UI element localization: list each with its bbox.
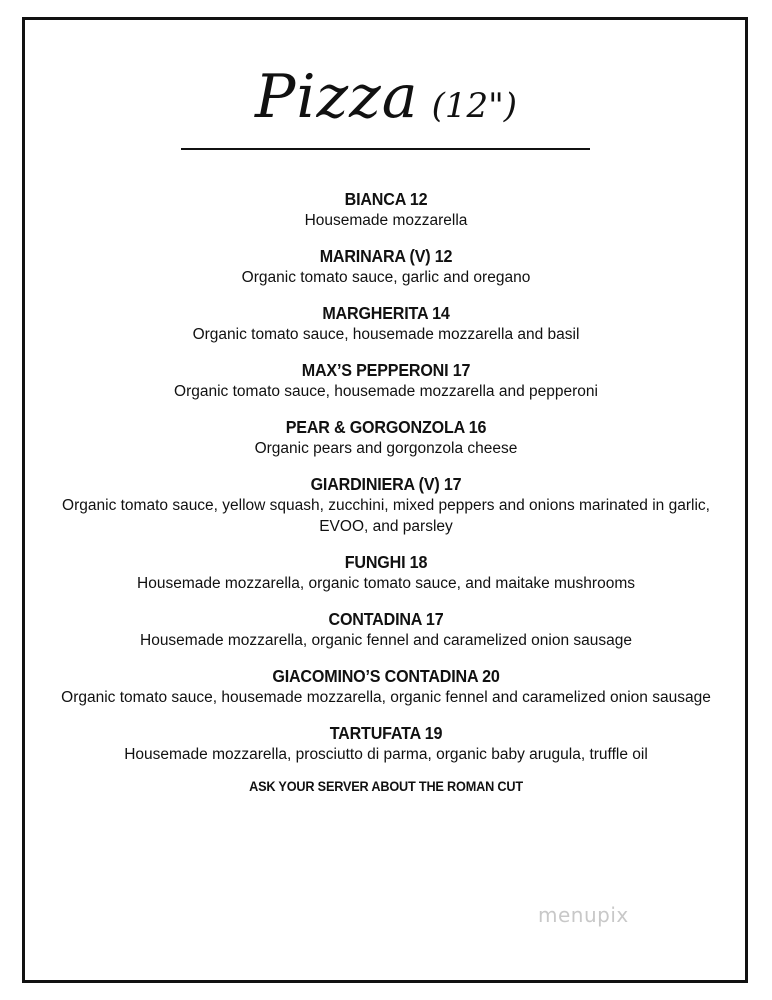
menu-item — [60, 473, 712, 537]
menu-item-description: Housemade mozzarella, organic tomato sauce, and maitake mushrooms — [137, 575, 635, 592]
title-text: Pizza — [254, 62, 419, 132]
menu-item — [60, 302, 712, 345]
footer-note: ASK YOUR SERVER ABOUT THE ROMAN CUT — [249, 779, 523, 794]
menu-item — [60, 608, 712, 651]
menu-item-description: Organic tomato sauce, yellow squash, zucchini, mixed peppers and onions marinated in garlic, EVOO, and parsley — [62, 497, 710, 535]
menu-item-description: Organic tomato sauce, housemade mozzarella, organic fennel and caramelized onion sausage — [61, 689, 711, 706]
menu-item-description: Housemade mozzarella — [304, 212, 468, 229]
menu-item — [60, 665, 712, 708]
menu-item-description: Organic pears and gorgonzola cheese — [254, 440, 518, 457]
menu-item-description: Organic tomato sauce, housemade mozzarella and pepperoni — [174, 383, 598, 400]
menu-item-name: GIACOMINO’S CONTADINA 20 — [272, 666, 500, 686]
menu-item-name: MARGHERITA 14 — [322, 303, 450, 323]
menu-item-name: FUNGHI 18 — [344, 552, 428, 572]
menu-item — [60, 188, 712, 231]
menu-item-name: BIANCA 12 — [344, 189, 428, 209]
menu-item — [60, 245, 712, 288]
menu-item — [60, 722, 712, 765]
menu-item-description: Organic tomato sauce, garlic and oregano — [241, 269, 531, 286]
title-size: (12") — [431, 86, 518, 126]
menu-item-name: CONTADINA 17 — [328, 609, 444, 629]
menu-item — [60, 551, 712, 594]
watermark-logo: menupix — [538, 903, 629, 927]
menu-item — [60, 359, 712, 402]
menu-item-name: GIARDINIERA (V) 17 — [310, 474, 462, 494]
page-title — [0, 62, 772, 132]
menu-item-name: MARINARA (V) 12 — [319, 246, 453, 266]
menu-item-name: PEAR & GORGONZOLA 16 — [285, 417, 487, 437]
menu-item — [60, 416, 712, 459]
menu-item-description: Organic tomato sauce, housemade mozzarella and basil — [192, 326, 580, 343]
menu-item-description: Housemade mozzarella, prosciutto di parma, organic baby arugula, truffle oil — [124, 746, 648, 763]
menu-item-description: Housemade mozzarella, organic fennel and caramelized onion sausage — [140, 632, 632, 649]
menu-item-name: MAX’S PEPPERONI 17 — [301, 360, 471, 380]
menu-item-name: TARTUFATA 19 — [329, 723, 443, 743]
title-divider — [181, 148, 590, 150]
menu-list — [60, 188, 712, 794]
